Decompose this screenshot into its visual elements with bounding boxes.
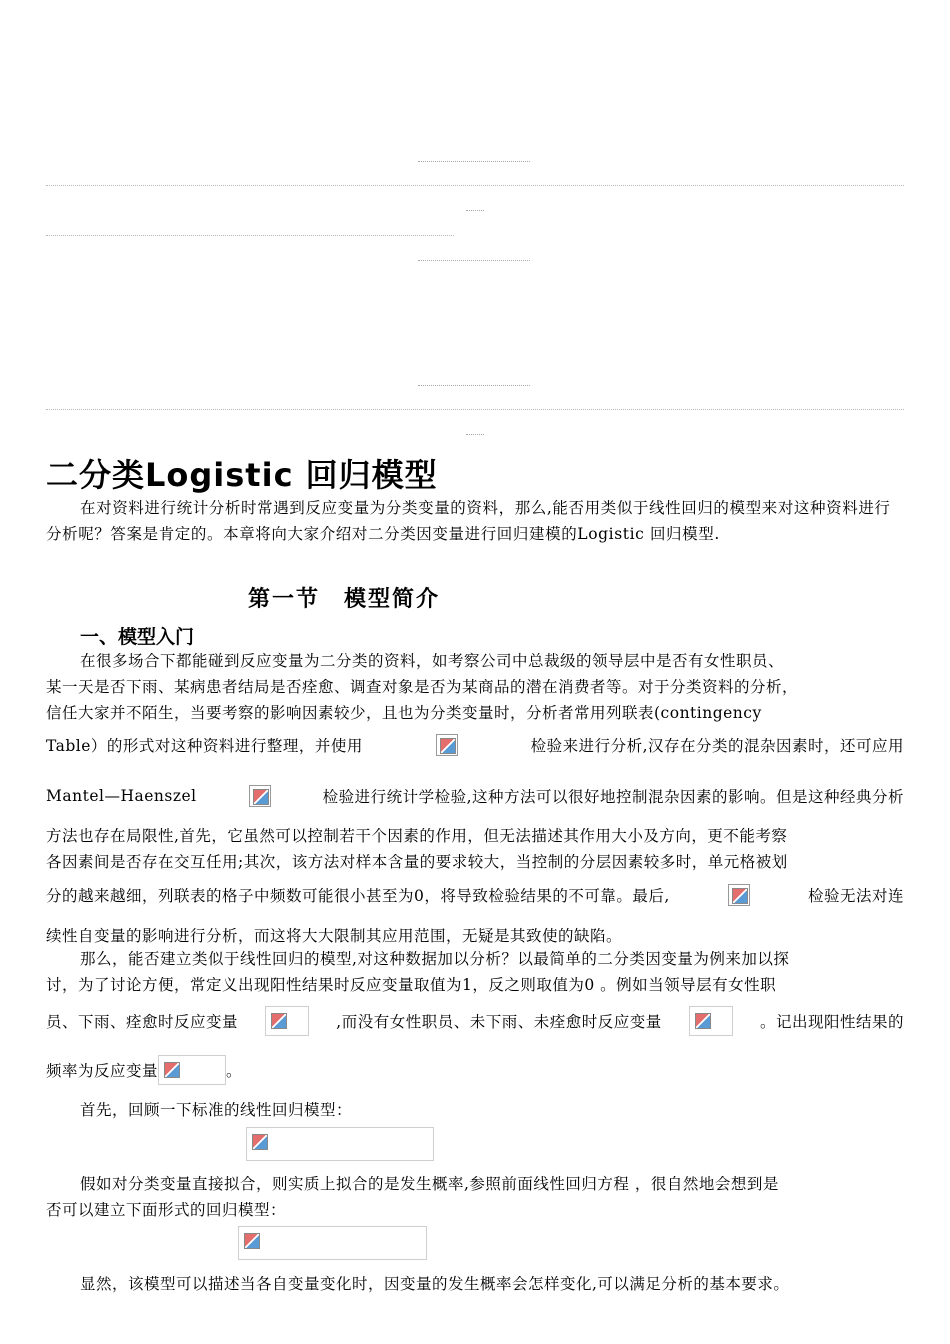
- paragraph-line: Table）的形式对这种资料进行整理，并使用 检验来进行分析,汉存在分类的混杂因素时，还可应用: [46, 734, 904, 756]
- broken-image-icon: [249, 1131, 271, 1153]
- paragraph-line: 信任大家并不陌生，当要考察的影响因素较少，且也为分类变量时，分析者常用列联表(contingency: [46, 704, 762, 722]
- intro-paragraph: 在对资料进行统计分析时常遇到反应变量为分类变量的资料，那么,能否用类似于线性回归的模型来对这种资料进行分析呢？答案是肯定的。本章将向大家介绍对二分类因变量进行回归建模的Logistic 回归模型.: [46, 499, 891, 543]
- header-rule: [466, 434, 484, 435]
- paragraph-line: 假如对分类变量直接拟合，则实质上拟合的是发生概率,参照前面线性回归方程 ，很自然地会想到是: [80, 1175, 779, 1193]
- header-rule: [46, 409, 904, 410]
- broken-image-icon: [241, 1230, 263, 1252]
- paragraph-line: 某一天是否下雨、某病患者结局是否痊愈、调查对象是否为某商品的潜在消费者等。对于分类资料的分析，: [46, 678, 799, 696]
- paragraph-line: 讨，为了讨论方便，常定义出现阳性结果时反应变量取值为1，反之则取值为0 。例如当领导层有女性职: [46, 976, 777, 994]
- broken-image-icon: [268, 1010, 290, 1032]
- subsection-heading: 一、模型入门: [80, 626, 195, 648]
- broken-image-icon: [161, 1059, 183, 1081]
- formula-image: [689, 1006, 733, 1036]
- paragraph-line: 续性自变量的影响进行分析，而这将大大限制其应用范围，无疑是其致使的缺陷。: [46, 927, 623, 945]
- header-rule: [418, 260, 530, 261]
- paragraph-line: 频率为反应变量 。: [46, 1055, 904, 1085]
- broken-image-icon: [728, 884, 750, 906]
- equation-image: [246, 1127, 434, 1161]
- header-rule: [46, 185, 904, 186]
- paragraph-line: 显然，该模型可以描述当各自变量变化时，因变量的发生概率会怎样变化,可以满足分析的基本要求。: [80, 1275, 790, 1293]
- broken-image-icon: [249, 785, 271, 807]
- paragraph-line: 分的越来越细，列联表的格子中频数可能很小甚至为0，将导致检验结果的不可靠。最后, 检验无法对连: [46, 884, 904, 906]
- paragraph-line: 各因素间是否存在交互任用;其次，该方法对样本含量的要求较大，当控制的分层因素较多时，单元格被划: [46, 853, 788, 871]
- paragraph-line: 那么，能否建立类似于线性回归的模型,对这种数据加以分析？以最简单的二分类因变量为例来加以探: [80, 950, 790, 968]
- paragraph-line: 员、下雨、痊愈时反应变量 ,而没有女性职员、未下雨、未痊愈时反应变量 。记出现阳性结果的: [46, 1006, 904, 1036]
- paragraph-line: Mantel—Haenszel 检验进行统计学检验,这种方法可以很好地控制混杂因素的影响。但是这种经典分析: [46, 787, 904, 806]
- paragraph-line: 在很多场合下都能碰到反应变量为二分类的资料，如考察公司中总裁级的领导层中是否有女性职员、: [80, 652, 785, 670]
- header-rule: [418, 385, 530, 386]
- header-rule: [418, 161, 530, 162]
- broken-image-icon: [436, 734, 458, 756]
- formula-image: [158, 1055, 226, 1085]
- formula-image: [265, 1006, 309, 1036]
- section-heading: 第一节 模型简介: [248, 587, 441, 612]
- document-title: 二分类Logistic 回归模型: [46, 456, 438, 494]
- header-rule: [46, 235, 454, 236]
- broken-image-icon: [692, 1010, 714, 1032]
- header-rule: [466, 210, 484, 211]
- paragraph-line: 方法也存在局限性,首先，它虽然可以控制若干个因素的作用，但无法描述其作用大小及方向，更不能考察: [46, 827, 788, 845]
- paragraph-line: 首先，回顾一下标准的线性回归模型：: [80, 1101, 353, 1119]
- equation-image: [238, 1226, 427, 1260]
- paragraph-line: 否可以建立下面形式的回归模型：: [46, 1201, 287, 1219]
